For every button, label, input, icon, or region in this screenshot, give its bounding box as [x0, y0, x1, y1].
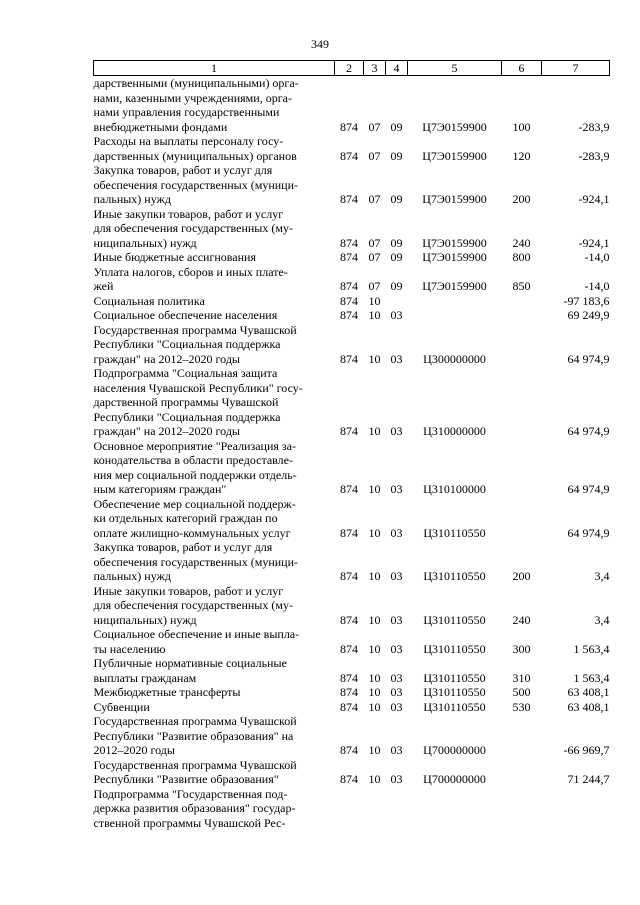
description-line: Республики "Социальная поддержка: [93, 337, 281, 351]
table-row: [94, 439, 610, 497]
row-description: [94, 265, 335, 294]
subsection-code: 03: [390, 482, 403, 496]
description-line: для обеспечения государственных (му-: [93, 221, 293, 235]
expense-type-code: 530: [512, 699, 531, 714]
expense-type-code: 100: [512, 119, 531, 134]
amount-value: -283,9: [578, 148, 610, 163]
target-article-code: Ц7Э0159900: [422, 148, 487, 163]
section-code: 10: [368, 308, 381, 322]
amount-value: -97 183,6: [563, 293, 610, 308]
section-code: 10: [368, 351, 381, 366]
subsection-code: 03: [390, 308, 403, 322]
target-article-code: Ц310110550: [423, 612, 486, 627]
target-article-code: Ц310110550: [423, 670, 486, 685]
expense-type-code: 850: [512, 279, 531, 293]
description-line: конодательства в области предоставле-: [93, 453, 293, 467]
description-line: 2012–2020 годы: [93, 743, 175, 757]
amount-value: -14,0: [584, 279, 610, 293]
table-row: [94, 714, 610, 758]
description-line: для обеспечения государственных (му-: [93, 598, 293, 612]
ministry-code: 874: [340, 699, 358, 714]
description-line: Социальное обеспечение и иные выпла-: [93, 627, 300, 641]
ministry-code: 874: [340, 482, 358, 496]
table-row: [94, 366, 610, 439]
subsection-code: 03: [390, 351, 403, 366]
expense-type-code: [502, 439, 542, 497]
section-code: 10: [368, 743, 381, 757]
section-code: 10: [368, 699, 381, 714]
description-line: держка развития образования" государ-: [93, 801, 296, 815]
ministry-code: 874: [340, 424, 358, 438]
target-article-code: Ц300000000: [423, 351, 486, 366]
table-row: [94, 76, 610, 135]
ministry-code: 874: [340, 279, 358, 293]
description-line: Республики "Развитие образования" на: [93, 728, 294, 743]
row-description: [94, 787, 335, 831]
description-line: Государственная программа Чувашской: [93, 322, 297, 337]
target-article-code: Ц310110550: [423, 641, 486, 656]
amount-value: -66 969,7: [563, 743, 610, 757]
section-code: 07: [368, 119, 381, 134]
description-line: обеспечения государственных (муници-: [93, 177, 299, 192]
description-line: граждан" на 2012–2020 годы: [93, 424, 240, 438]
amount-value: 64 974,9: [567, 525, 610, 540]
row-description: [94, 540, 335, 584]
description-line: ния мер социальной поддержки отдель-: [93, 467, 297, 482]
section-code: 10: [368, 525, 381, 540]
description-line: Основное мероприятие "Реализация за-: [93, 438, 296, 453]
subsection-code: 03: [390, 743, 403, 757]
row-description: [94, 497, 335, 541]
description-line: пальных) нужд: [93, 192, 171, 206]
expense-type-code: 240: [512, 612, 531, 627]
subsection-code: 03: [390, 569, 403, 583]
description-line: Государственная программа Чувашской: [93, 714, 297, 728]
table-row: [94, 207, 610, 251]
column-header: 5: [408, 61, 502, 76]
table-row: [94, 685, 610, 700]
section-code: 07: [368, 148, 381, 163]
row-description: [94, 656, 335, 685]
description-line: ным категориям граждан": [93, 482, 227, 496]
target-article-code: Ц310000000: [423, 424, 486, 438]
description-line: ниципальных) нужд: [93, 235, 197, 250]
row-description: [94, 627, 335, 656]
amount-value: -924,1: [578, 235, 610, 250]
amount-value: 64 974,9: [567, 424, 610, 438]
description-line: выплаты гражданам: [93, 670, 197, 685]
table-row: [94, 497, 610, 541]
column-header: 7: [542, 61, 610, 76]
section-code: 07: [368, 192, 381, 206]
target-article-code: Ц310100000: [423, 482, 486, 496]
table-row: [94, 163, 610, 207]
target-article-code: [408, 308, 502, 323]
section-code: 07: [368, 250, 381, 264]
section-code: 10: [368, 612, 381, 627]
ministry-code: 874: [340, 612, 358, 627]
row-description: [94, 76, 335, 135]
target-article-code: Ц310110550: [423, 685, 486, 699]
expense-type-code: 800: [512, 250, 531, 264]
subsection-code: 03: [390, 699, 403, 714]
subsection-code: 09: [390, 192, 403, 206]
table-row: [94, 627, 610, 656]
target-article-code: Ц7Э0159900: [422, 279, 487, 293]
ministry-code: 874: [340, 192, 358, 206]
ministry-code: 874: [340, 308, 358, 322]
target-article-code: Ц700000000: [423, 743, 486, 757]
expense-type-code: 500: [512, 685, 531, 699]
expense-type-code: [502, 714, 542, 758]
amount-value: 64 974,9: [567, 351, 610, 366]
table-row: [94, 584, 610, 628]
description-line: Подпрограмма "Социальная защита: [93, 366, 278, 380]
amount-value: 63 408,1: [567, 685, 610, 699]
target-article-code: Ц310110550: [423, 525, 486, 540]
column-header: 3: [364, 61, 386, 76]
description-line: Социальная политика: [93, 293, 205, 308]
expense-type-code: 200: [512, 192, 531, 206]
table-row: [94, 134, 610, 163]
description-line: Иные закупки товаров, работ и услуг: [93, 583, 284, 598]
amount-value: 3,4: [594, 569, 610, 583]
amount-value: 69 249,9: [567, 308, 610, 322]
page-number: 349: [311, 37, 329, 51]
table-row: [94, 758, 610, 787]
target-article-code: Ц7Э0159900: [422, 235, 487, 250]
section-code: 10: [368, 670, 381, 685]
column-header: 2: [335, 61, 364, 76]
section-code: 07: [368, 279, 381, 293]
budget-table: [93, 60, 610, 830]
row-description: [94, 758, 335, 787]
table-row: [94, 308, 610, 323]
amount-value: -14,0: [584, 250, 610, 264]
subsection-code: [386, 787, 408, 831]
description-line: нами, казенными учреждениями, орга-: [93, 90, 292, 105]
target-article-code: Ц310110550: [423, 699, 486, 714]
row-description: [94, 163, 335, 207]
subsection-code: 03: [390, 612, 403, 627]
table-header-row: [94, 61, 610, 76]
target-article-code: Ц7Э0159900: [422, 192, 487, 206]
description-line: пальных) нужд: [93, 569, 171, 583]
subsection-code: 03: [390, 424, 403, 438]
amount-value: 3,4: [594, 612, 610, 627]
subsection-code: 03: [390, 525, 403, 540]
description-line: Субвенции: [93, 699, 150, 714]
row-description: [94, 714, 335, 758]
ministry-code: 874: [340, 772, 358, 786]
ministry-code: 874: [340, 641, 358, 656]
expense-type-code: [502, 366, 542, 439]
ministry-code: 874: [340, 148, 358, 163]
table-body: [94, 76, 610, 831]
row-description: [94, 207, 335, 251]
table-row: [94, 656, 610, 685]
target-article-code: Ц700000000: [423, 772, 486, 786]
expense-type-code: 200: [512, 569, 531, 583]
description-line: дарственными (муниципальными) орга-: [93, 76, 299, 90]
section-code: [364, 787, 386, 831]
row-description: [94, 439, 335, 497]
amount-value: 64 974,9: [567, 482, 610, 496]
description-line: нами управления государственными: [93, 105, 280, 119]
description-line: граждан" на 2012–2020 годы: [93, 351, 240, 366]
expense-type-code: [502, 294, 542, 309]
expense-type-code: [502, 787, 542, 831]
ministry-code: 874: [340, 250, 358, 264]
description-line: Республики "Развитие образования": [93, 772, 279, 786]
row-description: [94, 308, 335, 323]
ministry-code: 874: [340, 235, 358, 250]
description-line: Государственная программа Чувашской: [93, 757, 297, 772]
description-line: жей: [93, 279, 114, 293]
section-code: 10: [368, 772, 381, 786]
description-line: внебюджетными фондами: [93, 119, 228, 134]
amount-value: [542, 787, 610, 831]
subsection-code: 03: [390, 670, 403, 685]
row-description: [94, 294, 335, 309]
expense-type-code: [502, 758, 542, 787]
target-article-code: [408, 294, 502, 309]
row-description: [94, 584, 335, 628]
subsection-code: [386, 294, 408, 309]
subsection-code: 03: [390, 685, 403, 699]
description-line: ки отдельных категорий граждан по: [93, 511, 278, 525]
table-row: [94, 787, 610, 831]
section-code: 10: [368, 569, 381, 583]
target-article-code: Ц310110550: [423, 569, 486, 583]
description-line: Закупка товаров, работ и услуг для: [93, 163, 273, 177]
subsection-code: 09: [390, 148, 403, 163]
section-code: 10: [368, 293, 381, 308]
amount-value: 71 244,7: [567, 772, 610, 786]
row-description: [94, 366, 335, 439]
description-line: Уплата налогов, сборов и иных плате-: [93, 264, 288, 279]
column-header: 4: [386, 61, 408, 76]
target-article-code: Ц7Э0159900: [422, 250, 487, 264]
row-description: [94, 323, 335, 367]
row-description: [94, 134, 335, 163]
description-line: ты населению: [93, 641, 166, 656]
subsection-code: 09: [390, 279, 403, 293]
description-line: Обеспечение мер социальной поддерж-: [93, 496, 296, 511]
amount-value: 1 563,4: [573, 641, 610, 656]
ministry-code: 874: [340, 525, 358, 540]
table-row: [94, 700, 610, 715]
table-row: [94, 294, 610, 309]
description-line: дарственной программы Чувашской: [93, 395, 279, 409]
description-line: обеспечения государственных (муници-: [93, 554, 299, 569]
target-article-code: Ц7Э0159900: [422, 119, 487, 134]
expense-type-code: 240: [512, 235, 531, 250]
amount-value: 1 563,4: [573, 670, 610, 685]
expense-type-code: [502, 323, 542, 367]
table-row: [94, 250, 610, 265]
ministry-code: 874: [340, 119, 358, 134]
subsection-code: 03: [390, 641, 403, 656]
description-line: ниципальных) нужд: [93, 612, 197, 627]
section-code: 10: [368, 685, 381, 699]
ministry-code: 874: [340, 293, 358, 308]
description-line: Социальное обеспечение населения: [93, 308, 278, 322]
description-line: населения Чувашской Республики" госу-: [93, 380, 303, 395]
ministry-code: 874: [340, 743, 358, 757]
ministry-code: 874: [340, 569, 358, 583]
description-line: ственной программы Чувашской Рес-: [93, 815, 286, 830]
ministry-code: 874: [340, 685, 358, 699]
table-row: [94, 540, 610, 584]
amount-value: -924,1: [578, 192, 610, 206]
column-header: 6: [502, 61, 542, 76]
subsection-code: 09: [390, 250, 403, 264]
description-line: оплате жилищно-коммунальных услуг: [93, 525, 291, 540]
expense-type-code: [502, 308, 542, 323]
target-article-code: [408, 787, 502, 831]
expense-type-code: 310: [512, 670, 531, 685]
amount-value: -283,9: [578, 119, 610, 134]
expense-type-code: 120: [512, 148, 531, 163]
description-line: Республики "Социальная поддержка: [93, 409, 281, 424]
expense-type-code: 300: [512, 641, 531, 656]
description-line: Расходы на выплаты персоналу госу-: [93, 134, 284, 148]
subsection-code: 09: [390, 119, 403, 134]
ministry-code: [335, 787, 364, 831]
description-line: Подпрограмма "Государственная под-: [93, 786, 288, 801]
row-description: [94, 250, 335, 265]
subsection-code: 09: [390, 235, 403, 250]
section-code: 10: [368, 641, 381, 656]
table-row: [94, 265, 610, 294]
description-line: дарственных (муниципальных) органов: [93, 148, 297, 163]
description-line: Межбюджетные трансферты: [93, 685, 241, 699]
description-line: Иные бюджетные ассигнования: [93, 250, 256, 264]
section-code: 10: [368, 424, 381, 438]
subsection-code: 03: [390, 772, 403, 786]
section-code: 07: [368, 235, 381, 250]
table-row: [94, 323, 610, 367]
section-code: 10: [368, 482, 381, 496]
description-line: Публичные нормативные социальные: [93, 656, 287, 670]
amount-value: 63 408,1: [567, 699, 610, 714]
description-line: Иные закупки товаров, работ и услуг: [93, 206, 284, 221]
row-description: [94, 700, 335, 715]
column-header: 1: [94, 61, 335, 76]
description-line: Закупка товаров, работ и услуг для: [93, 540, 273, 554]
ministry-code: 874: [340, 670, 358, 685]
row-description: [94, 685, 335, 700]
expense-type-code: [502, 497, 542, 541]
ministry-code: 874: [340, 351, 358, 366]
